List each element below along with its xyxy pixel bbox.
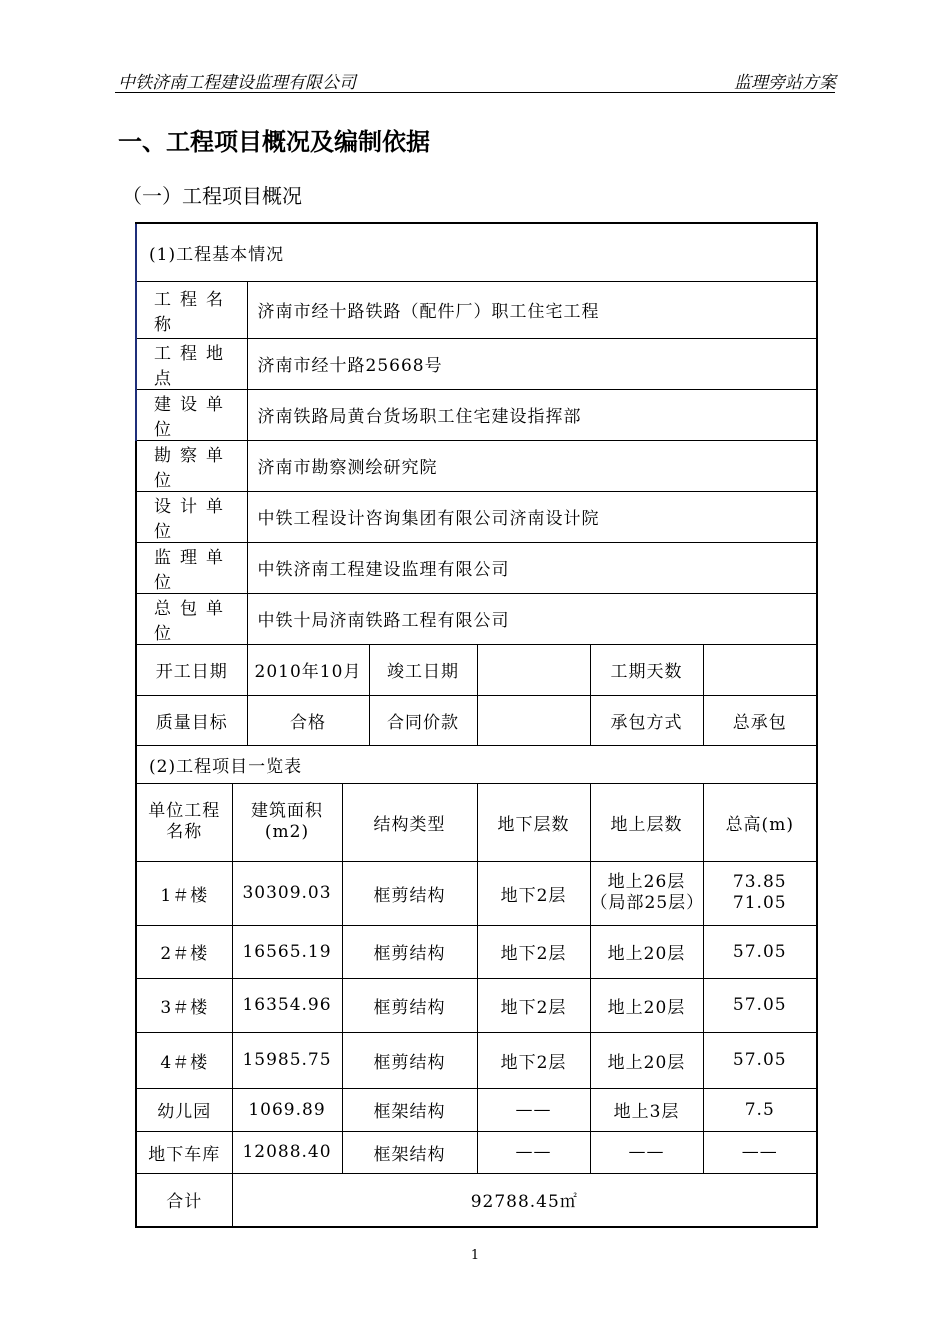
- row-aboveground: ——: [590, 1131, 703, 1173]
- label-survey: 勘察单位: [136, 440, 247, 491]
- col-header-name-l1: 单位工程: [148, 801, 221, 821]
- value-survey: 济南市勘察测绘研究院: [247, 440, 817, 491]
- contract-price-label: 合同价款: [369, 695, 477, 745]
- col-header-underground: 地下层数: [477, 783, 590, 861]
- total-value: 92788.45㎡: [232, 1173, 817, 1227]
- duration-value: [703, 644, 817, 695]
- col-header-structure: 结构类型: [342, 783, 477, 861]
- row-aboveground-main: 地上26层: [607, 872, 686, 892]
- row-aboveground: 地上20层: [590, 1032, 703, 1088]
- table-row: [136, 1032, 817, 1088]
- row-name: 幼儿园: [136, 1088, 232, 1131]
- total-row: [136, 1173, 817, 1227]
- row-name: 2＃楼: [136, 925, 232, 978]
- row-structure: 框架结构: [342, 1131, 477, 1173]
- col-header-area: [232, 783, 342, 861]
- col-header-area-l2: (m2): [264, 822, 310, 842]
- label-owner: 建设单位: [136, 389, 247, 440]
- row-height: 57.05: [703, 1032, 817, 1088]
- row-height: 57.05: [703, 925, 817, 978]
- row-height: [703, 861, 817, 925]
- row-aboveground: 地上20层: [590, 925, 703, 978]
- row-structure: 框剪结构: [342, 1032, 477, 1088]
- row-name: 4＃楼: [136, 1032, 232, 1088]
- header-divider: [115, 92, 835, 93]
- info-row-project-name: [136, 281, 817, 338]
- value-design: 中铁工程设计咨询集团有限公司济南设计院: [247, 491, 817, 542]
- row-height-note: 71.05: [732, 893, 787, 913]
- row-aboveground: 地上20层: [590, 978, 703, 1032]
- quality-label: 质量目标: [136, 695, 247, 745]
- info-row-survey: [136, 440, 817, 491]
- table-row: [136, 1088, 817, 1131]
- header-doc-type: 监理旁站方案: [734, 73, 836, 93]
- row-height: ——: [703, 1131, 817, 1173]
- row-height: 7.5: [703, 1088, 817, 1131]
- label-project-name: 工程名称: [136, 281, 247, 338]
- label-location: 工程地点: [136, 338, 247, 389]
- value-location: 济南市经十路25668号: [247, 338, 817, 389]
- header-company: 中铁济南工程建设监理有限公司: [118, 73, 356, 93]
- contract-mode-label: 承包方式: [590, 695, 703, 745]
- col-header-name: [136, 783, 232, 861]
- row-structure: 框剪结构: [342, 978, 477, 1032]
- row-structure: 框剪结构: [342, 861, 477, 925]
- row-height-main: 73.85: [732, 872, 787, 892]
- row-name: 3＃楼: [136, 978, 232, 1032]
- row-underground: ——: [477, 1131, 590, 1173]
- row-area: 30309.03: [232, 861, 342, 925]
- section-title: 一、工程项目概况及编制依据: [118, 128, 430, 156]
- row-aboveground-note: （局部25层）: [590, 893, 705, 913]
- row-underground: 地下2层: [477, 861, 590, 925]
- label-design: 设计单位: [136, 491, 247, 542]
- row-name: 1＃楼: [136, 861, 232, 925]
- value-contractor: 中铁十局济南铁路工程有限公司: [247, 593, 817, 644]
- row-area: 15985.75: [232, 1032, 342, 1088]
- table-row: [136, 925, 817, 978]
- row-height: 57.05: [703, 978, 817, 1032]
- row-name: 地下车库: [136, 1131, 232, 1173]
- start-date-label: 开工日期: [136, 644, 247, 695]
- row-area: 16565.19: [232, 925, 342, 978]
- info-row-design: [136, 491, 817, 542]
- end-date-value: [477, 644, 590, 695]
- project-list-heading: (2)工程项目一览表: [136, 745, 817, 783]
- row-aboveground: [590, 861, 703, 925]
- contract-mode-value: 总承包: [703, 695, 817, 745]
- info-row-contractor: [136, 593, 817, 644]
- row-structure: 框剪结构: [342, 925, 477, 978]
- dates-row: [136, 644, 817, 695]
- total-label: 合计: [136, 1173, 232, 1227]
- basic-info-heading: (1)工程基本情况: [136, 223, 817, 281]
- start-date-value: 2010年10月: [247, 644, 369, 695]
- contract-price-value: [477, 695, 590, 745]
- table-row: [136, 978, 817, 1032]
- duration-label: 工期天数: [590, 644, 703, 695]
- row-structure: 框架结构: [342, 1088, 477, 1131]
- label-contractor: 总包单位: [136, 593, 247, 644]
- value-owner: 济南铁路局黄台货场职工住宅建设指挥部: [247, 389, 817, 440]
- value-project-name: 济南市经十路铁路（配件厂）职工住宅工程: [247, 281, 817, 338]
- table-row: [136, 1131, 817, 1173]
- row-underground: ——: [477, 1088, 590, 1131]
- project-list-header-row: [136, 783, 817, 861]
- row-area: 12088.40: [232, 1131, 342, 1173]
- col-header-aboveground: 地上层数: [590, 783, 703, 861]
- col-header-area-l1: 建筑面积: [251, 801, 323, 821]
- row-area: 16354.96: [232, 978, 342, 1032]
- page-number: 1: [470, 1248, 480, 1263]
- subsection-title: （一）工程项目概况: [122, 184, 302, 208]
- value-supervision: 中铁济南工程建设监理有限公司: [247, 542, 817, 593]
- project-overview-table: [135, 222, 818, 1228]
- col-header-height: 总高(m): [703, 783, 817, 861]
- info-row-supervision: [136, 542, 817, 593]
- quality-row: [136, 695, 817, 745]
- label-supervision: 监理单位: [136, 542, 247, 593]
- row-underground: 地下2层: [477, 978, 590, 1032]
- info-row-location: [136, 338, 817, 389]
- end-date-label: 竣工日期: [369, 644, 477, 695]
- table-row: [136, 861, 817, 925]
- row-underground: 地下2层: [477, 1032, 590, 1088]
- row-area: 1069.89: [232, 1088, 342, 1131]
- col-header-name-l2: 名称: [166, 822, 203, 842]
- row-underground: 地下2层: [477, 925, 590, 978]
- info-row-owner: [136, 389, 817, 440]
- row-aboveground: 地上3层: [590, 1088, 703, 1131]
- quality-value: 合格: [247, 695, 369, 745]
